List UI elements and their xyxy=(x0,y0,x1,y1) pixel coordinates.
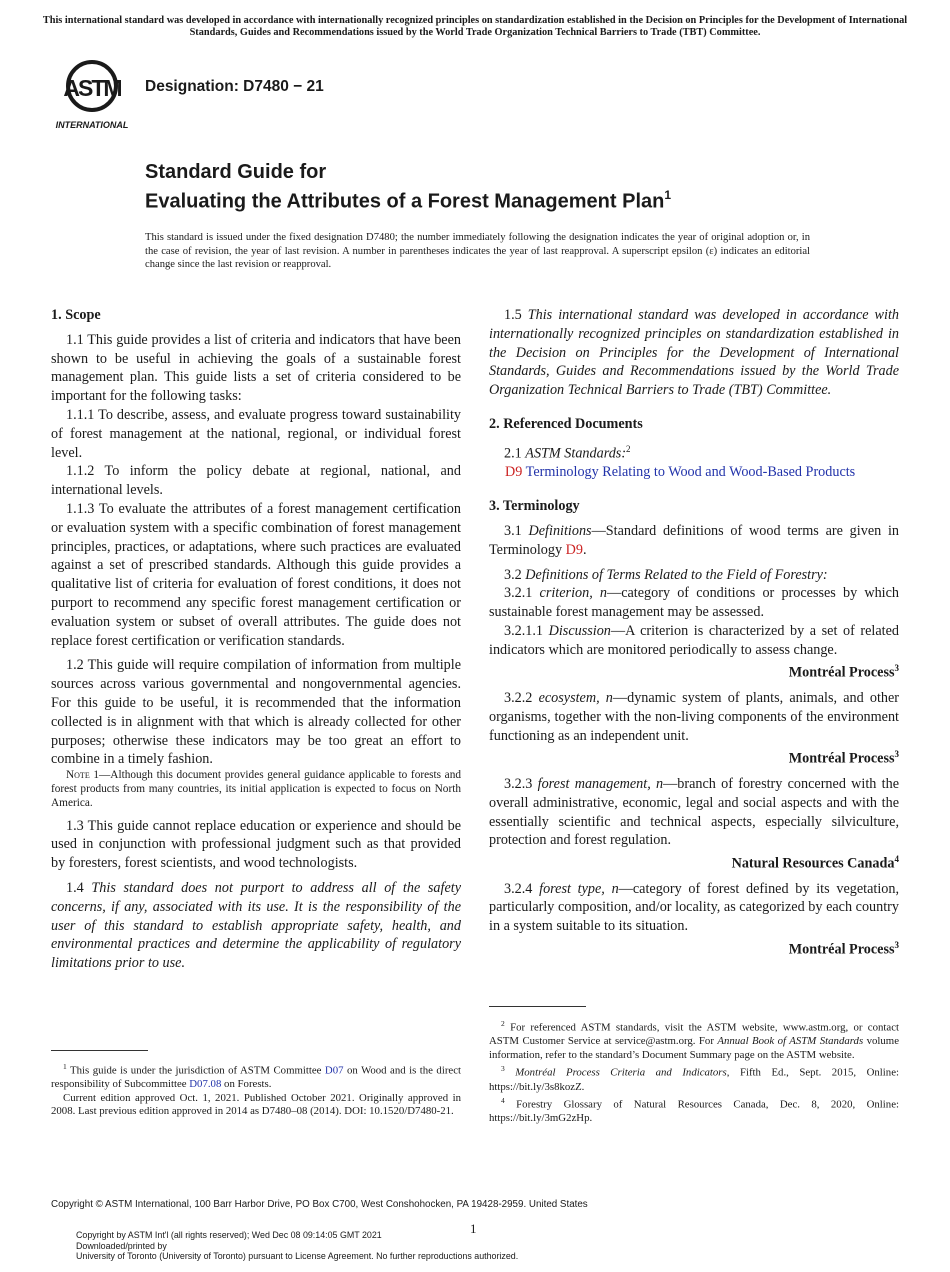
left-column xyxy=(51,306,461,973)
license-line-3: University of Toronto (University of Toronto) pursuant to License Agreement. No further reproductions authorized. xyxy=(76,1251,519,1262)
paragraph-3-2: 3.2 Definitions of Terms Related to the Field of Forestry: xyxy=(504,566,828,583)
definition-criterion: 3.2.1 criterion, n—category of conditions or processes by which sustainable forest management may be assessed. xyxy=(489,585,900,621)
paragraph-1-1-1: 1.1.1 To describe, assess, and evaluate progress toward sustainability of forest management at the national, regional, or individual forest level. xyxy=(51,406,461,461)
footnotes-left xyxy=(51,1060,461,1119)
subcommittee-d0708-link[interactable]: D07.08 xyxy=(189,1078,222,1091)
reference-title-link[interactable]: Terminology Relating to Wood and Wood-Based Products xyxy=(525,464,856,481)
note-1: Note 1—Although this document provides general guidance applicable to forests and forest products from many countries, its initial application is expected to focus on North America. xyxy=(51,769,461,809)
definition-ecosystem: 3.2.2 ecosystem, n—dynamic system of plants, animals, and other organisms, together with the non-living components of the environment functioning as an independent unit. Montréal Process$^3$ xyxy=(489,690,900,768)
paragraph-1-1: 1.1 This guide provides a list of criteria and indicators that have been shown to be useful in achieving the goals of a sustainable forest management plan. This guide lists a set of criteria considered to be important for the following tasks: xyxy=(51,331,461,405)
license-line-1: Copyright by ASTM Int'l (all rights reserved); Wed Dec 08 09:14:05 GMT 2021 xyxy=(76,1230,382,1240)
source-natural-resources-canada: Natural Resources Canada$^4$ xyxy=(731,854,899,872)
section-heading-referenced-documents: 2. Referenced Documents xyxy=(489,415,643,432)
page-number: 1 xyxy=(470,1221,477,1236)
paragraph-2-1: 2.1 ASTM Standards:$^2$ xyxy=(504,443,631,462)
paragraph-1-3: 1.3 This guide cannot replace education or experience and should be used in conjunction with professional judgment such as that provided by foresters, forest scientists, and wood technologists. xyxy=(51,817,461,872)
svg-text:INTERNATIONAL: INTERNATIONAL xyxy=(55,120,129,130)
section-heading-scope: 1. Scope xyxy=(51,307,101,323)
footnote-divider-left xyxy=(51,1050,148,1051)
paragraph-1-1-3: 1.1.3 To evaluate the attributes of a forest management certification or evaluation system with a specific combination of forest management principles, practices, or adaptations, where such practices are evaluated against a set of prescribed standards. Although this guide provides a qualitative list of criteria for evaluation of forest conditions, it does not purport to recommend any specific forest management certification or evaluation system or subset of overall attributes. The guide does not replace forest certification or verification standards. xyxy=(51,500,461,649)
astm-international-logo xyxy=(52,56,136,132)
paragraph-1-5: 1.5 This international standard was developed in accordance with internationally recognized principles on standardization established in the Decision on Principles for the Development of International Standards, Guides and Recommendations issued by the World Trade Organization Technical Barriers to Trade (TBT) Committee. xyxy=(489,307,899,399)
title-line-1: Standard Guide for xyxy=(145,161,327,183)
issuance-statement: This standard is issued under the fixed designation D7480; the number immediately following the designation indicates the year of original adoption or, in the case of revision, the year of last revision. A number in parentheses indicates the year of last reapproval. A superscript epsilon (ε) indicates an editorial change since the last revision or reapproval. xyxy=(145,232,810,271)
referenced-standard-d9 xyxy=(489,463,899,482)
source-montreal-process: Montréal Process$^3$ xyxy=(788,940,899,958)
paragraph-1-2: 1.2 This guide will require compilation of information from multiple sources across various governmental and nongovernmental agencies. For this guide to be useful, it is recommended that the information collected is in alignment with that which is already collected for other purposes; otherwise these indicators may be too great an effort to combine in a timely fashion. xyxy=(51,657,461,768)
footnote-edition: Current edition approved Oct. 1, 2021. Published October 2021. Originally approved in 2008. Last previous edition approved in 2014 as D7480–08 (2014). DOI: 10.1520/D7480-21. xyxy=(51,1091,461,1118)
section-heading-terminology: 3. Terminology xyxy=(489,498,580,515)
discussion-criterion: 3.2.1.1 Discussion—A criterion is characterized by a set of related indicators which are monitored periodically to assess change. Montréal Process$^3$ xyxy=(489,622,899,682)
footnote-2: $^2$ For referenced ASTM standards, visit the ASTM website, www.astm.org, or contact ASTM Customer Service at service@astm.org. For Annual Book of ASTM Standards volume information, refer to the standard’s Document Summary page on the ASTM website. xyxy=(489,1019,899,1061)
reference-code-link[interactable]: D9 xyxy=(505,464,523,481)
footnotes-right xyxy=(489,1017,899,1126)
copyright-line: Copyright © ASTM International, 100 Barr Harbor Drive, PO Box C700, West Conshohocken, PA 19428-2959. United States xyxy=(51,1199,588,1210)
paragraph-3-1: 3.1 Definitions—Standard definitions of wood terms are given in Terminology D9. xyxy=(489,522,900,558)
paragraph-1-1-2: 1.1.2 To inform the policy debate at regional, national, and international levels. xyxy=(51,463,461,499)
document-title xyxy=(145,160,671,214)
footnote-3: $^3$ Montréal Process Criteria and Indicators, Fifth Ed., Sept. 2015, Online: https://bit.ly/3s8kozZ. xyxy=(489,1064,899,1093)
right-column xyxy=(489,306,899,960)
title-footnote-ref: 1 xyxy=(664,188,672,202)
footnote-1: $^1$ This guide is under the jurisdiction of ASTM Committee D07 on Wood and is the direct responsibility of Subcommittee D07.08 on Forests. xyxy=(51,1062,461,1091)
terminology-d9-link[interactable]: D9 xyxy=(565,541,583,558)
committee-d07-link[interactable]: D07 xyxy=(324,1064,344,1077)
definition-forest-type: 3.2.4 forest type, n—category of forest defined by its vegetation, particularly composition, and/or locality, as categorized by each country in a system suitable to its situation. Montréal Process$^3$ xyxy=(489,880,900,958)
svg-text:ASTM: ASTM xyxy=(63,75,121,101)
footnote-4: $^4$ Forestry Glossary of Natural Resources Canada, Dec. 8, 2020, Online: https://bit.ly/3mG2zHp. xyxy=(489,1096,899,1125)
source-montreal-process: Montréal Process$^3$ xyxy=(788,749,899,768)
license-stamp xyxy=(76,1230,518,1262)
designation: Designation: D7480 − 21 xyxy=(145,78,324,95)
source-montreal-process: Montréal Process$^3$ xyxy=(788,663,899,682)
license-line-2: Downloaded/printed by xyxy=(76,1240,167,1251)
footnote-divider-right xyxy=(489,1006,586,1007)
paragraph-1-4: 1.4 This standard does not purport to address all of the safety concerns, if any, associated with its use. It is the responsibility of the user of this standard to establish appropriate safety, health, and environmental practices and determine the applicability of regulatory limitations prior to use. xyxy=(51,879,461,972)
definition-forest-management: 3.2.3 forest management, n—branch of forestry concerned with the overall administrative, economic, legal and social aspects and with the essentially scientific and technical aspects, especially silviculture, protection and forest regulation. Natural Resources Canada$^4$ xyxy=(489,775,899,872)
wto-notice-header: This international standard was developed in accordance with internationally recognized principles on standardization established in the Decision on Principles for the Development of International Standards, Guides and Recommendations issued by the World Trade Organization Technical Barriers to Trade (TBT) Committee. xyxy=(42,15,908,38)
title-line-2: Evaluating the Attributes of a Forest Management Plan$^1$ xyxy=(145,188,672,213)
